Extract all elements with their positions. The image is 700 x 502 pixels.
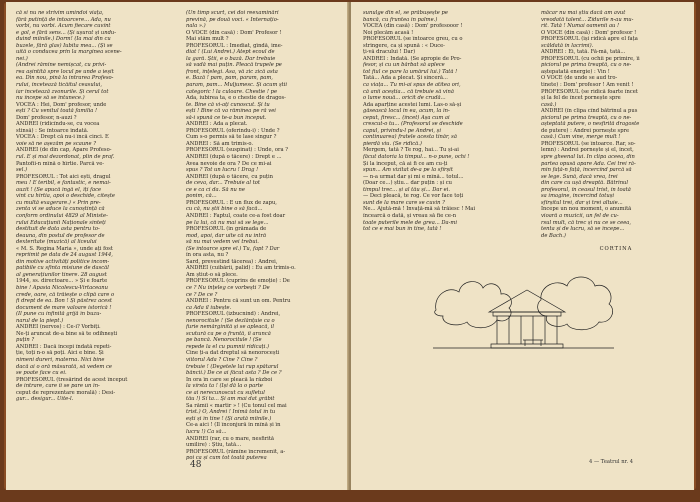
text-line: ce e ca ci da. Să nu ne: [186, 186, 245, 193]
text-line: umilire) : Știu, tată...: [186, 442, 242, 449]
right-page-column-2: [541, 10, 691, 252]
text-line: timpul trec... și al tău și... Dar ei.: [363, 186, 450, 193]
text-line: ANDREI (cuibării, palid) : Eu am trimis-o.: [186, 265, 296, 272]
text-line: spun... Am vizitat de-a pe la sfîrșit: [363, 167, 453, 174]
text-line: vioară a muzicii, un fel de cu-: [541, 212, 619, 219]
text-line: rsul mult, că trec și nu ce se ceea,: [541, 219, 632, 226]
text-line: ca Ada îl iubește.: [186, 304, 232, 311]
text-line: repede la el cu pumnii ridicați.): [186, 343, 270, 350]
text-line: bancă, cu fruntea în palme.): [363, 16, 438, 23]
text-line: ANDREI (după o tăcere) : Drept e ...: [186, 154, 282, 161]
text-line: patibile cu sfînta misiune de dascăl: [16, 265, 109, 272]
text-line: crede, oare, că trăiește o clipă care o: [16, 291, 115, 298]
text-line: tot ce e mai bun în tine, tată !: [363, 226, 442, 233]
text-line: vînt cu hîrtia, apoi o deschide, citește: [16, 193, 115, 200]
text-line: PROFESORUL (oferindu-i) : Unde ?: [186, 127, 280, 134]
text-line: PROFESORUL (se întoarce. Rar, so-: [541, 140, 636, 147]
text-line: PROFESORUL (își ridică apre el fața: [541, 36, 638, 43]
text-line: uită o conducea prin la marginea scene-: [16, 49, 122, 56]
text-line: PROFESORUL (se ridică foarte încet: [541, 88, 638, 95]
text-line: PROFESORUL : E un flux de zapu,: [186, 199, 277, 206]
text-line: scăldată în lacrimi).: [541, 42, 594, 49]
text-line: ANDREI (rar, cu o mare, nesfirită: [186, 435, 275, 442]
text-line: băncii.) De ce ai făcut asta ? De ce ?: [186, 370, 282, 377]
text-line: încearcă o dată, și vreau să fie ce-n: [363, 212, 457, 219]
text-line: Mai stăm mult ?: [186, 36, 229, 43]
text-line: param, pam... Muljumesc. Și acum știi: [186, 82, 288, 89]
text-line: Ada, iubirea ta, e o chestie de dragos-: [186, 95, 286, 102]
text-line: pierdă viu. (Se ridică.): [363, 140, 422, 147]
text-line: spre gheenal lui. În clipa aceea, din: [541, 154, 635, 161]
text-line: Avea nevoie de ora ? De ce mi-ai: [186, 160, 272, 167]
text-line: ponim, că...: [186, 193, 217, 200]
text-line: ANDREI : Ei, tată. Fă-mă, tată...: [541, 49, 626, 56]
text-line: sel.): [16, 167, 28, 174]
text-line: stinsă) : Se întoarce îndată.: [16, 127, 89, 134]
text-line: document de mare valoare istorică !: [16, 304, 112, 311]
text-line: că si nu ne strivim umindoi viața,: [16, 10, 104, 16]
illustration-tree-left: [435, 282, 512, 328]
text-line: ești și în tine ! (Și arată mîinile.): [186, 415, 272, 422]
text-line: ANDREI : Faptul, coate ce-a fost doar: [186, 212, 286, 219]
text-line: ANDREI (ridicîndu-se, cu vocea: [16, 121, 100, 128]
text-line: voie să ne așezăm pe scaune ?: [16, 140, 96, 147]
text-line: lucru !) Ca să...: [186, 429, 227, 435]
text-line: să vadă mai puțin. Pleacă trupele pe: [186, 62, 282, 69]
text-line: O VOCE (din casă) : Dom' profesor !: [541, 29, 637, 36]
text-line: Sa rămîi « martir » ! (Cu tonul cel mai: [186, 402, 287, 409]
text-line: și la fel de încet pornește spre: [541, 95, 621, 102]
text-line: front, înțelegi. Asa, vă zic zică asta: [186, 68, 278, 75]
text-line: furie nemărginită și se apleacă, il: [186, 324, 275, 331]
text-line: — Deci pleacă, te rog. Ce vor face toți: [363, 193, 464, 200]
text-line: așteptată putere, o nesfirită dragoste: [541, 121, 640, 128]
text-line: meu ! E teribil, e fantastic, e nemai-: [16, 180, 111, 187]
text-line: e. Bază ! pam, pam, param, pam,: [186, 75, 273, 82]
text-line: diat ! (Lui Andrei.) Atept ecoul de: [186, 49, 275, 56]
text-line: trebuie ! (Degetele lui rup spătarul: [186, 363, 279, 370]
text-line: PROFESORUL (suspinat) : Unde, ora ?: [186, 147, 288, 154]
text-line: ANDREI (după o tăcere, cu puțin: [186, 173, 273, 180]
text-line: Ne-ți aruncat de-a bine să te odihnești: [16, 330, 118, 337]
text-line: PROFESORUL (în grămada de: [186, 226, 267, 233]
text-line: Cum s-o permis să te lase singur ?: [186, 134, 277, 141]
text-line: rului Educațiunii Naționale sînteți: [16, 219, 106, 226]
text-line: (Un timp scurt, cei doi reexaminări: [186, 10, 279, 16]
text-line: prevină, pe două voci. « Internațio-: [186, 16, 279, 23]
text-line: 1944, ss. directoare... » Și e foarte: [16, 278, 108, 285]
text-line: Pantofii-n mînă o hîrtie. Parcă ve-: [16, 160, 105, 167]
text-line: ANDREI (de din cap, Apare Profeso-: [16, 147, 112, 154]
text-line: tot fiul ce pare la umărul lui.) Tată !: [363, 68, 458, 75]
text-line: PROFESORUL (rămîne încremenit, a-: [186, 448, 286, 455]
text-line: cu că, nu știi bine o să facă...: [186, 206, 263, 213]
left-page: [6, 2, 350, 490]
text-line: ANDREI (nervos) : Ce-i? Vorbiți.: [16, 324, 101, 331]
text-line: lemn) : Andrei pornește și el, încet,: [541, 147, 634, 154]
cortina-label: CORTINA: [599, 245, 633, 252]
text-line: poi ca și cum tot toată puterea: [186, 455, 267, 462]
text-line: (Se întoarce spre el.) Tu, fapt ? Dar: [186, 245, 280, 252]
text-line: se poate face cu ei.: [16, 370, 67, 377]
illustration-roof: [489, 290, 565, 312]
text-line: mîn față-n față, încercînd parcă să: [541, 167, 632, 174]
text-line: ea. Din nou, pînă la intrarea Profeso-: [16, 75, 114, 82]
text-line: mod, apoi, dar uite că nu intră: [186, 232, 267, 239]
text-line: nenorocitule ! (Se dezlănțuie ca o: [186, 317, 275, 324]
text-line: casă.) Cum vine, merge mult !: [541, 134, 621, 141]
text-line: ceput de reprezentare morală) : Desi-: [16, 389, 116, 396]
text-line: gur... desigur... Uite-l.: [16, 396, 74, 403]
text-line: bine ! Apasia Nicolescu-Virtaceanu: [16, 284, 108, 291]
text-line: pe la lui, că nu mai să se lege...: [186, 219, 269, 226]
text-line: ce ? De ce ?: [186, 291, 218, 298]
text-line: se lege. Sună, dacă vrea, trei: [541, 173, 618, 180]
text-line: e gol, e fără sens... (Și ușurat și undu-: [16, 29, 117, 36]
text-line: nimeni dureri, materna. Nici bine: [16, 356, 105, 363]
text-line: ești ! Bine că va rămînea pe ră vei: [186, 108, 276, 115]
text-line: iar încetează zvonurile. Și cerul tot: [16, 88, 109, 95]
text-line: de putere) : Andrei pornește spre: [541, 127, 630, 134]
text-line: nei.): [16, 55, 28, 62]
text-line: — n-a urmat dar și mi e mînă... totul...: [363, 173, 464, 180]
text-line: să-i spună ce te-a bun început.: [186, 114, 267, 121]
text-line: fi drept de ea. Bon ! Și păstrez acest: [16, 298, 112, 305]
text-line: profesorul, în ceasul trist, în toată: [541, 186, 631, 193]
text-line: VOCEA : Drept că nu-i încă cinci. E: [16, 134, 109, 141]
text-line: de ceva, dar... Trebuie al tot: [186, 180, 260, 187]
text-line: te. Bine că vi-ați cunoscut. Și tu: [186, 101, 270, 108]
text-line: de Bach.): [541, 232, 566, 239]
text-line: viitorul Ada ? Cine ? Cine ?: [186, 356, 258, 363]
left-page-column-1: [16, 10, 164, 403]
text-line: rul. E și mai dezordonat, plin de praf.: [16, 154, 115, 161]
text-line: că anii aceștia... că trebuie să vină: [363, 88, 454, 95]
text-line: pe bancă. Nenorocitule ! (Se: [186, 337, 262, 344]
text-line: capul, privindu-l pe Andrei, și: [363, 127, 442, 134]
right-page: [351, 2, 694, 490]
text-line: O VOCE (din casă) : Dom' Profesor !: [186, 29, 282, 36]
text-line: deauna, din postul de profesor de: [16, 232, 105, 239]
text-line: trist.) O, Andrei ! Inimă totul în tu: [186, 409, 276, 416]
text-line: strîngere, ca și spună : « Duce-: [363, 42, 445, 49]
text-line: PROFESORUL (izbucnind) : Andrei,: [186, 311, 281, 318]
text-line: PROFESORUL (se întoarce greu, cu o: [363, 36, 463, 43]
text-line: piciorul pe prima treaptă, cu o ne-: [541, 114, 632, 121]
text-line: (Andrei rămîne nemișcat, cu privi-: [16, 62, 107, 69]
text-line: « M. S. Regina Maria », unde ați fost: [16, 245, 113, 252]
text-line: rului, încetează ticăitul ceasului,: [16, 82, 102, 89]
text-line: tinete) : Dom' profesor ! Am venit !: [541, 82, 634, 89]
text-line: ce ? Nu înțeleg ce vorbești ? De: [186, 284, 270, 291]
text-line: PROFESORUL (cuprins de emoție) : De: [186, 278, 290, 285]
text-line: cu multă exagerare.) « Prin pre-: [16, 199, 101, 206]
text-line: Începe un nou moment, o anumită: [541, 206, 632, 213]
text-line: sunt de la mare care se cuvin ?: [363, 199, 445, 206]
text-line: destituit de data asta pentru to-: [16, 226, 100, 233]
text-line: Sard, prevestind tăcerea) : Andrei,: [186, 258, 278, 265]
text-line: ca viața... Tu mi-ai spus de atîtea ori,: [363, 82, 461, 89]
text-line: Dom' profesor, n-auzi ?: [16, 114, 77, 121]
text-line: să nu mai vedem vei trebui.: [186, 239, 259, 246]
illustration-tree-right: [538, 277, 613, 330]
text-line: categoric ! la culoare. Chestie ! pe: [186, 88, 278, 95]
text-line: Cine ți-a dat dreptul să nenorocești: [186, 350, 280, 357]
text-line: partea opusă apare Ada. Cei trei ră-: [541, 160, 636, 167]
text-line: ce ai nerecunoscut cu sufletul: [186, 389, 265, 396]
text-line: vreodată talent... Zîdurile n-au mu-: [541, 16, 634, 23]
text-line: sa imagine, încercînd totuși: [541, 193, 615, 200]
text-line: tău !) Sî ta... Și am mai dat grăbit: [186, 396, 275, 403]
text-line: de intrare, care îi se pare un în-: [16, 383, 100, 390]
text-line: la vîrsta ta ! (Își dă la o parte: [186, 383, 263, 390]
text-line: În ora în care se pleacă la război: [186, 376, 273, 383]
text-line: casă.): [541, 101, 557, 108]
text-line: Ce-a aici ! (Îl înconjură în mînă și în: [186, 422, 281, 429]
text-line: ți-vă dracului ! Dar): [363, 49, 416, 56]
stage-illustration: [431, 240, 616, 352]
text-line: Noi plecăm acasă !: [363, 29, 414, 36]
text-line: O VOCE (de unde se aud tro-: [541, 75, 618, 82]
page-footer: 4 — Teatrul nr. 4: [589, 459, 634, 465]
text-line: al generațiunilor tinere. 28 august: [16, 271, 107, 278]
text-line: rea așintită spre locul pe unde a ieșit: [16, 68, 114, 75]
text-line: rit. Tată ! Numai oamenii au !: [541, 23, 620, 30]
text-line: scutură ca pe o fruntă, îi aruncă: [186, 330, 271, 337]
text-line: făcut datoria la timpul... n-o pune, ochi !: [363, 154, 470, 161]
text-line: fără putință de întoarcere... Ada, nu: [16, 16, 111, 23]
book-spread: [4, 2, 696, 490]
text-line: tenta și de lucru, să se începe...: [541, 226, 625, 233]
text-line: continuarea) fratele acesta tînăr, să: [363, 134, 457, 141]
right-page-column-1: [363, 10, 513, 233]
text-line: Am știut-o să plece.: [186, 271, 238, 278]
text-line: (Doar ce...) știu... dar puțin : și cu: [363, 180, 453, 187]
text-line: în ora asta, nu ?: [186, 252, 229, 259]
text-line: Ada aparține acestei lumi. Las-o să-și: [363, 101, 462, 108]
text-line: dexteritate (muzică) al liceului: [16, 239, 97, 246]
text-line: Tată... Ada a plecat. Și sinceră...: [363, 75, 448, 82]
text-line: PROFESORUL (tresărind de acest început: [16, 376, 128, 383]
text-line: ceput, firesc... (încet) Așa cum ai: [363, 114, 450, 121]
text-line: ție, toți n-o să poți. Aici e bine. Și: [16, 350, 104, 357]
text-line: puțin ?: [16, 337, 35, 344]
text-line: (Îl pune cu infinită grijă în buzu-: [16, 311, 102, 318]
text-line: sfîrșitul trei, dar și trei altuie...: [541, 199, 623, 206]
text-line: ești ? Cu venitul toată familia !: [16, 108, 98, 115]
text-line: ANDREI : Dacă începi îndată repeti-: [16, 343, 112, 350]
text-line: sunulge din el, se prăbușește pe: [363, 10, 448, 16]
text-line: auzit ! (Se apucă îngă el, îți face: [16, 186, 102, 193]
text-line: ANDREI : Pentru că sunt un om. Pentru: [186, 298, 291, 305]
text-line: nu începe să se întunece.): [16, 95, 85, 102]
text-line: PROFESORUL : Imediat, gîndă, ime-: [186, 42, 283, 49]
text-line: spus ? Tot un lucru ! Drag !: [186, 167, 259, 174]
text-line: o lume nouă... oricît de crudă...: [363, 95, 446, 102]
text-line: zenta vi se aduce la cunoștință că: [16, 206, 105, 213]
text-line: buzele, fără glas) Iubita mea... (Și se: [16, 42, 113, 49]
text-line: conform ordinului 4829 al Ministe-: [16, 212, 108, 219]
text-line: toate puterile mele de grea... Da-mi: [363, 219, 457, 226]
text-line: ANDREI : Să am trimis-o.: [186, 140, 254, 147]
text-line: din motive activități politice incom-: [16, 258, 110, 265]
text-line: PROFESORUL : Tot aici ești, dragul: [16, 173, 111, 180]
text-line: la gară. Știi, e o bază. Dar trebuie: [186, 55, 276, 62]
text-line: VOCEA (din casă) : Dom' profesooor !: [363, 23, 463, 30]
text-line: PROFESORUL (cu ochii pe primire, îi: [541, 55, 640, 62]
text-line: vorbi, nu vorbi. Acum fiecare cuvînt: [16, 23, 111, 30]
text-line: ANDREI (în clipa cînd bătrînul a pus: [541, 108, 638, 115]
text-line: Ne... Ajută-mă ! Învață-mă să trăiesc ! Mai: [363, 206, 476, 213]
left-page-column-2: [186, 10, 338, 462]
text-line: dacă ai o oră măsurată, să vedem ce: [16, 363, 112, 370]
text-line: repriimit pe data de 24 august 1944,: [16, 252, 113, 259]
text-line: măcar nu mai știu dacă am avut: [541, 10, 626, 16]
text-line: Și la început, că ai fi ce am cu-ți: [363, 160, 448, 167]
text-line: aștepatată energie) : Vin !: [541, 68, 610, 75]
text-line: piciorul pe prima treaptă, cu o ne-: [541, 62, 632, 69]
text-line: Mergem, tată ? Te rog, hai... Tu și-ai: [363, 147, 459, 154]
text-line: găsească locul în ea, acum, la în-: [363, 108, 450, 115]
page-number: 48: [190, 460, 202, 470]
text-line: duind mîinile.) Dorm! (Ia mai din cu: [16, 36, 111, 43]
text-line: nala ».): [186, 23, 206, 30]
text-line: ANDREI : Îndată. (Se apropie de Pro-: [363, 55, 462, 62]
text-line: narul de la piept.): [16, 317, 64, 324]
text-line: fesor, și cu un bărbat să aplece: [363, 62, 445, 69]
text-line: din care cu ușă dreaptă. Bătrînul: [541, 180, 629, 187]
text-line: ANDREI : Ada a plecat.: [186, 121, 248, 128]
text-line: crescut-o tu... (Profesorul se deschide: [363, 121, 463, 128]
text-line: VOCEA : Hei, Dom' profesor, unde: [16, 101, 107, 108]
